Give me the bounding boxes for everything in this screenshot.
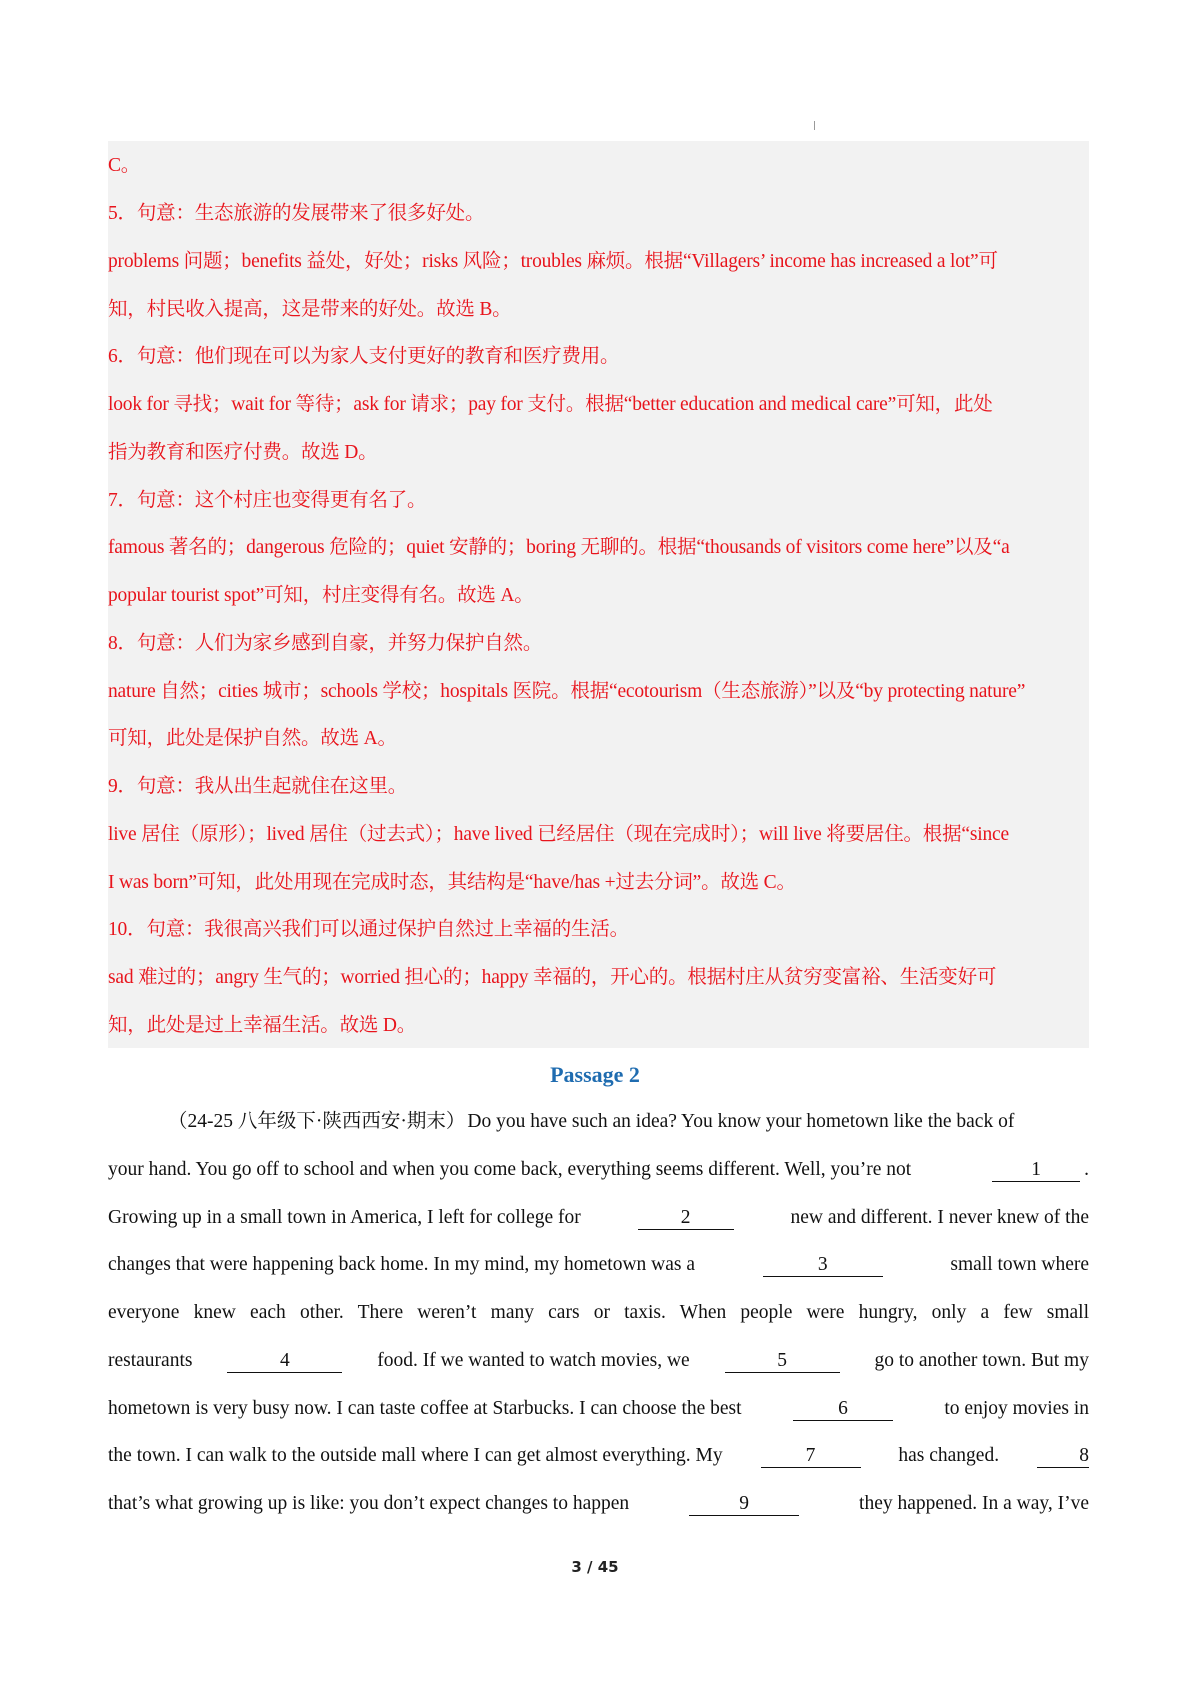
passage-text: that’s what growing up is like: you don’t expect changes to happen bbox=[108, 1493, 630, 1514]
answer-line: 7．句意：这个村庄也变得更有名了。 bbox=[108, 490, 427, 511]
passage-line bbox=[108, 1348, 1089, 1374]
passage-line bbox=[108, 1443, 1089, 1469]
passage-text: changes that were happening back home. In my mind, my hometown was a bbox=[108, 1254, 696, 1275]
passage-text: food. If we wanted to watch movies, we bbox=[377, 1350, 690, 1371]
blank-6[interactable]: 6 bbox=[793, 1398, 893, 1421]
answer-line: problems 问题；benefits 益处，好处；risks 风险；troubles 麻烦。根据“Villagers’ income has increased a lot”可 bbox=[108, 251, 998, 272]
blank-9[interactable]: 9 bbox=[689, 1493, 799, 1516]
passage-text: to enjoy movies in bbox=[944, 1398, 1089, 1419]
answer-line: 9．句意：我从出生起就住在这里。 bbox=[108, 776, 408, 797]
passage-line bbox=[108, 1491, 1089, 1517]
passage-text: restaurants bbox=[108, 1350, 193, 1371]
answer-line: 5．句意：生态旅游的发展带来了很多好处。 bbox=[108, 203, 485, 224]
passage-source: （24-25 八年级下·陕西西安·期末） bbox=[168, 1111, 466, 1132]
passage-text: they happened. In a way, I’ve bbox=[859, 1493, 1089, 1514]
answer-line: 10．句意：我很高兴我们可以通过保护自然过上幸福的生活。 bbox=[108, 919, 629, 940]
blank-1[interactable]: 1 bbox=[992, 1159, 1080, 1182]
answer-line: I was born”可知，此处用现在完成时态，其结构是“have/has +过去分词”。故选 C。 bbox=[108, 872, 796, 893]
passage-text: Do you have such an idea? You know your hometown like the back of bbox=[467, 1111, 1015, 1132]
passage-line bbox=[108, 1396, 1089, 1422]
answer-line: C。 bbox=[108, 155, 141, 176]
passage-text: has changed. bbox=[898, 1445, 1000, 1466]
passage-text: everyone knew each other. There weren’t many cars or taxis. When people were hungry, only a few small bbox=[108, 1302, 1089, 1323]
passage-text: go to another town. But my bbox=[874, 1350, 1089, 1371]
answer-line: nature 自然；cities 城市；schools 学校；hospitals 医院。根据“ecotourism（生态旅游）”以及“by protecting nature” bbox=[108, 681, 1026, 702]
answer-line: 知，村民收入提高，这是带来的好处。故选 B。 bbox=[108, 299, 512, 320]
blank-3[interactable]: 3 bbox=[763, 1254, 883, 1277]
passage-text: the town. I can walk to the outside mall where I can get almost everything. My bbox=[108, 1445, 723, 1466]
passage-text: your hand. You go off to school and when you come back, everything seems different. Well, you’re not bbox=[108, 1159, 912, 1180]
blank-8[interactable]: 8 bbox=[1037, 1445, 1089, 1468]
page-number: 3 / 45 bbox=[571, 1558, 619, 1576]
answer-line: 可知，此处是保护自然。故选 A。 bbox=[108, 728, 397, 749]
header-mark bbox=[814, 121, 815, 130]
passage-text: Growing up in a small town in America, I left for college for bbox=[108, 1207, 581, 1228]
answer-line: sad 难过的；angry 生气的；worried 担心的；happy 幸福的，开心的。根据村庄从贫穷变富裕、生活变好可 bbox=[108, 967, 997, 988]
blank-5[interactable]: 5 bbox=[725, 1350, 840, 1373]
passage-line bbox=[108, 1157, 1089, 1183]
answer-line: 6．句意：他们现在可以为家人支付更好的教育和医疗费用。 bbox=[108, 346, 620, 367]
passage-line bbox=[108, 1205, 1089, 1231]
passage-line bbox=[108, 1252, 1089, 1278]
answer-line: look for 寻找；wait for 等待；ask for 请求；pay for 支付。根据“better education and medical care”可知，此处 bbox=[108, 394, 993, 415]
answer-line: 知，此处是过上幸福生活。故选 D。 bbox=[108, 1015, 417, 1036]
passage-line bbox=[108, 1109, 1089, 1135]
blank-4[interactable]: 4 bbox=[227, 1350, 342, 1373]
answer-line: 8．句意：人们为家乡感到自豪，并努力保护自然。 bbox=[108, 633, 543, 654]
answer-line: 指为教育和医疗付费。故选 D。 bbox=[108, 442, 378, 463]
answer-line: famous 著名的；dangerous 危险的；quiet 安静的；boring 无聊的。根据“thousands of visitors come here”以及“a bbox=[108, 537, 1010, 558]
passage-text: new and different. I never knew of the bbox=[790, 1207, 1089, 1228]
passage-text: . bbox=[1084, 1159, 1089, 1180]
answer-line: popular tourist spot”可知，村庄变得有名。故选 A。 bbox=[108, 585, 534, 606]
blank-7[interactable]: 7 bbox=[761, 1445, 861, 1468]
passage-line bbox=[108, 1300, 1089, 1326]
blank-2[interactable]: 2 bbox=[638, 1207, 734, 1230]
answer-line: live 居住（原形）；lived 居住（过去式）；have lived 已经居住（现在完成时）；will live 将要居住。根据“since bbox=[108, 824, 1009, 845]
passage-text: small town where bbox=[950, 1254, 1089, 1275]
passage-text: hometown is very busy now. I can taste coffee at Starbucks. I can choose the best bbox=[108, 1398, 742, 1419]
passage-title: Passage 2 bbox=[550, 1062, 640, 1087]
